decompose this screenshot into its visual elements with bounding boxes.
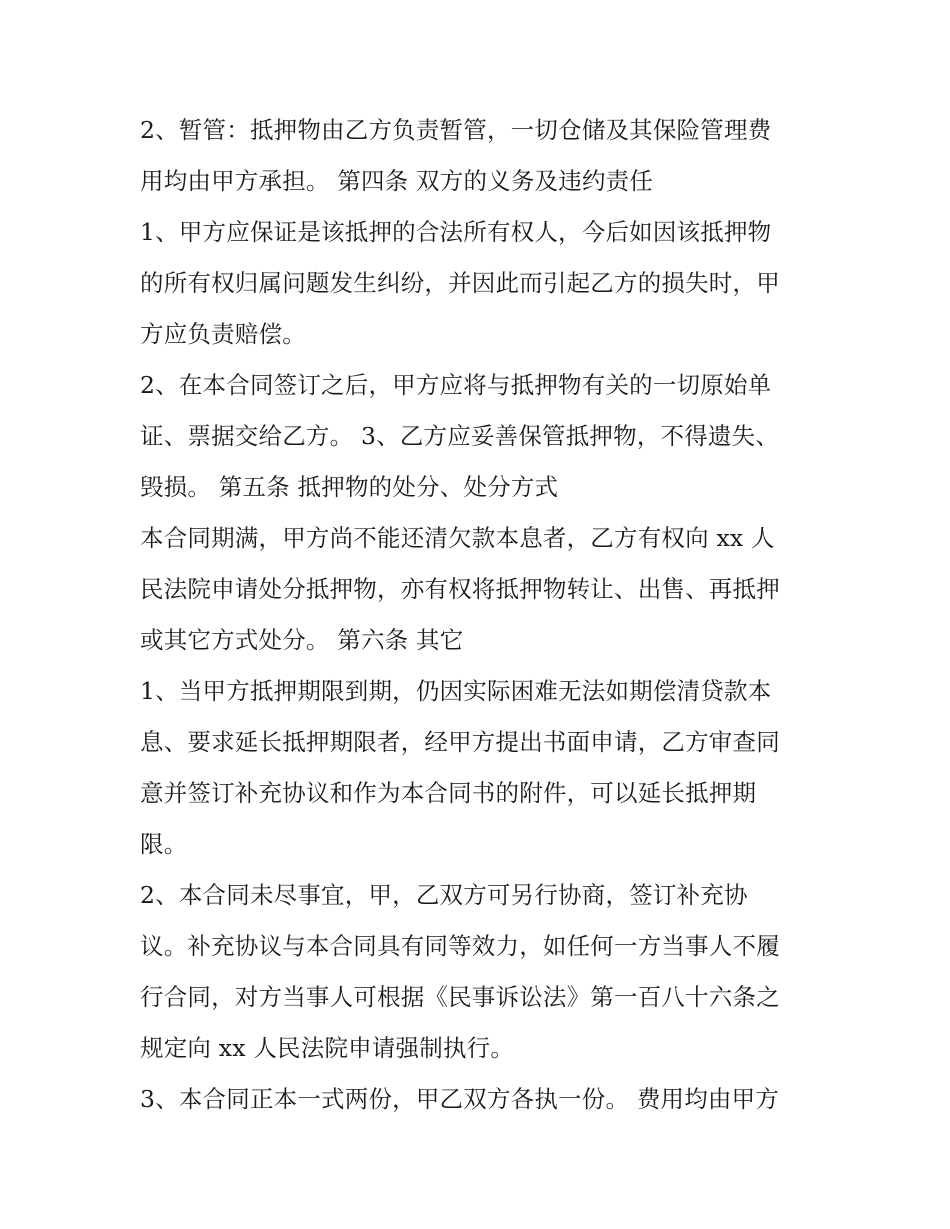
text-line: 毁损。 第五条 抵押物的处分、处分方式	[140, 473, 559, 501]
text-line: 2、在本合同签订之后，甲方应将与抵押物有关的一切原始单	[140, 371, 772, 399]
text-line: 证、票据交给乙方。 3、乙方应妥善保管抵押物，不得遗失、	[140, 422, 780, 450]
text-line: 议。补充协议与本合同具有同等效力，如任何一方当事人不履	[140, 932, 780, 960]
text-line: 1、甲方应保证是该抵押的合法所有权人，今后如因该抵押物	[140, 218, 772, 246]
text-line: 用均由甲方承担。 第四条 双方的义务及违约责任	[140, 167, 654, 195]
text-line: 限。	[140, 830, 188, 858]
text-line: 民法院申请处分抵押物，亦有权将抵押物转让、出售、再抵押	[140, 575, 780, 603]
text-line: 2、暂管：抵押物由乙方负责暂管，一切仓储及其保险管理费	[140, 116, 772, 144]
text-line: 1、当甲方抵押期限到期，仍因实际困难无法如期偿清贷款本	[140, 677, 772, 705]
text-line: 本合同期满，甲方尚不能还清欠款本息者，乙方有权向 xx 人	[140, 524, 775, 552]
text-line: 的所有权归属问题发生纠纷，并因此而引起乙方的损失时，甲	[140, 269, 780, 297]
text-line: 或其它方式处分。 第六条 其它	[140, 626, 464, 654]
text-line: 3、本合同正本一式两份，甲乙双方各执一份。 费用均由甲方	[140, 1085, 780, 1113]
text-line: 规定向 xx 人民法院申请强制执行。	[140, 1034, 515, 1062]
text-line: 行合同，对方当事人可根据《民事诉讼法》第一百八十六条之	[140, 983, 780, 1011]
text-line: 意并签订补充协议和作为本合同书的附件，可以延长抵押期	[140, 779, 757, 807]
text-line: 息、要求延长抵押期限者，经甲方提出书面申请，乙方审查同	[140, 728, 780, 756]
text-line: 2、本合同未尽事宜，甲，乙双方可另行协商，签订补充协	[140, 881, 748, 909]
document-body	[140, 105, 820, 1125]
text-line: 方应负责赔偿。	[140, 320, 306, 348]
